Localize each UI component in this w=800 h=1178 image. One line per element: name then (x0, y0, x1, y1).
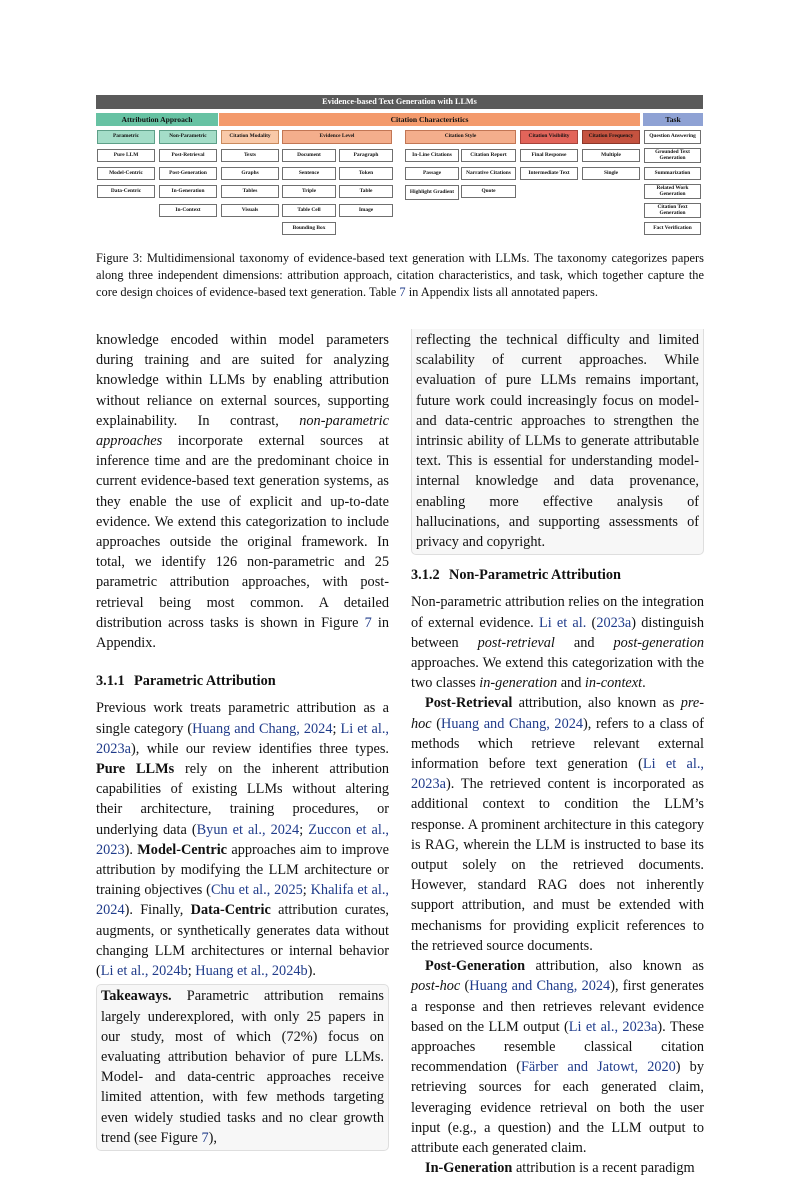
evidence-level-item: Triple (282, 185, 336, 198)
citation-link[interactable]: Huang and Chang, 2024 (469, 978, 611, 995)
task-item: Question Answering (644, 130, 701, 144)
citation-modality-item: Tables (221, 185, 279, 198)
parametric-item: Data-Centric (97, 185, 155, 198)
citation-link[interactable]: Khalifa et al., 2024 (96, 882, 390, 919)
evidence-level-item: Image (339, 204, 393, 217)
parametric-item: Model-Centric (97, 167, 155, 180)
citation-style-item: Narrative Citations (461, 167, 516, 180)
nonparametric-category: Non-Parametric (159, 130, 217, 144)
citation-style-item: Quote (461, 185, 516, 198)
task-item: Summarization (644, 167, 701, 180)
paragraph: knowledge encoded within model parameters during training and are suited for analyzing knowledge within LLMs by enabling attribution without reliance on external sources, supporting explainability. In contrast, non-parametric approaches incorporate external sources at inference time and are the predominant choice in current evidence-based text generation systems, as they enable the use of explicit and up-to-date evidence. We extend this categorization to include approaches outside the original framework. In total, we identify 126 non-parametric and 25 parametric attribution approaches, with post-retrieval being most common. A detailed distribution across tasks is shown in Figure 7 in Appendix. (96, 332, 389, 652)
citation-link[interactable]: Li et al., 2023a (411, 756, 705, 793)
evidence-level-item: Bounding Box (282, 222, 336, 235)
citation-frequency-category: Citation Frequency (582, 130, 640, 144)
citation-style-item: In-Line Citations (405, 149, 459, 162)
citation-modality-item: Texts (221, 149, 279, 162)
takeaways-box: Takeaways. Parametric attribution remains largely underexplored, with only 25 papers in our study, most of which (72%) focus on evaluating attribution behavior of pure LLMs. Model- and data-centric approaches receive limited attention, with few methods targeting even widely studied tasks and no clear growth trend (see Figure 7), (96, 984, 389, 1151)
parametric-category: Parametric (97, 130, 155, 144)
citation-link[interactable]: Li et al., 2023a (96, 720, 390, 757)
figure-caption: Figure 3: Multidimensional taxonomy of evidence-based text generation with LLMs. The taxonomy categorizes papers along three independent dimensions: attribution approach, citation characteristics, and task, which together capture the core design choices of evidence-based text generation. Table 7 in Appendix lists all annotated papers. (96, 251, 704, 299)
task-item: Fact Verification (644, 222, 701, 235)
left-column (96, 330, 389, 1151)
citation-link[interactable]: Li et al. (538, 614, 587, 631)
citation-modality-item: Graphs (221, 167, 279, 180)
caption-label: Figure 3: (96, 251, 143, 265)
citation-link[interactable]: 2023a (596, 614, 632, 631)
nonparametric-item: Post-Retrieval (159, 149, 217, 162)
citation-frequency-item: Single (582, 167, 640, 180)
task-item: Citation Text Generation (644, 203, 701, 218)
task-item: Grounded Text Generation (644, 148, 701, 163)
takeaways-box-continued: reflecting the technical difficulty and limited scalability of current approaches. While evaluation of pure LLMs remains important, future work could increasingly focus on model- and data-centric approaches to strengthen the intrinsic ability of LLMs to generate attributable text. This is essential for understanding model-internal knowledge and data provenance, enabling more effective analysis of hallucinations, and supporting assessments of privacy and copyright. (411, 329, 704, 555)
attribution-approach-header: Attribution Approach (96, 113, 218, 126)
paragraph: Non-parametric attribution relies on the integration of external evidence. Li et al. (2023a) distinguish between post-retrieval and post-generation approaches. We extend this categorization with the two classes in-generation and in-context. (411, 594, 704, 692)
citation-characteristics-header: Citation Characteristics (219, 113, 640, 126)
figure-ref-link[interactable]: 7 (364, 614, 372, 631)
paragraph: In-Generation attribution is a recent paradigm (425, 1160, 695, 1177)
figure-ref-link[interactable]: 7 (201, 1129, 209, 1146)
task-header: Task (643, 113, 703, 126)
evidence-level-item: Table Cell (282, 204, 336, 217)
paragraph: Post-Retrieval attribution, also known as pre-hoc (Huang and Chang, 2024), refers to a class of methods which retrieve relevant external information before text generation (Li et al., 2023a). The retrieved content is incorporated as additional context to condition the LLM’s response. A prominent architecture in this category is RAG, wherein the LLM is instructed to base its output solely on the retrieved documents. However, standard RAG does not inherently support attribution, and must be extended with mechanisms for providing explicit references to the retrieved source documents. (411, 695, 705, 954)
evidence-level-item: Document (282, 149, 336, 162)
citation-style-item: Citation Report (461, 149, 516, 162)
nonparametric-item: In-Generation (159, 185, 217, 198)
paragraph: Post-Generation attribution, also known as post-hoc (Huang and Chang, 2024), first generates a response and then retrieves relevant evidence based on the LLM output (Li et al., 2023a). These approaches resemble classical citation recommendation (Färber and Jatowt, 2020) by retrieving sources for each generated claim, leveraging evidence retrieval on both the user input (e.g., a question) and the LLM output to attribute each generated claim. (411, 958, 704, 1156)
table-ref-link[interactable]: 7 (399, 285, 406, 299)
nonparametric-item: Post-Generation (159, 167, 217, 180)
right-column (411, 329, 704, 1178)
section-heading-3-1-2: 3.1.2 Non-Parametric Attribution (411, 567, 621, 584)
citation-style-category: Citation Style (405, 130, 516, 144)
taxonomy-figure (96, 95, 703, 240)
evidence-level-item: Sentence (282, 167, 336, 180)
citation-link[interactable]: Byun et al., 2024 (196, 821, 300, 838)
paragraph: Previous work treats parametric attribution as a single category (Huang and Chang, 2024; Li et al., 2023a), while our review identifies three types. Pure LLMs rely on the inherent attribution capabilities of existing LLMs without altering their architecture, training procedures, or underlying data (Byun et al., 2024; Zuccon et al., 2023). Model-Centric approaches aim to improve attribution by modifying the LLM architecture or training objectives (Chu et al., 2025; Khalifa et al., 2024). Finally, Data-Centric attribution curates, augments, or synthetically generates data without changing LLM architectures or internal behavior (Li et al., 2024b; Huang et al., 2024b). (96, 700, 390, 980)
evidence-level-item: Token (339, 167, 393, 180)
citation-modality-item: Visuals (221, 204, 279, 217)
citation-link[interactable]: Huang et al., 2024b (195, 963, 308, 980)
evidence-level-item: Paragraph (339, 149, 393, 162)
parametric-item: Pure LLM (97, 149, 155, 162)
citation-frequency-item: Multiple (582, 149, 640, 162)
takeaways-label: Takeaways. (101, 988, 172, 1005)
figure-top-header: Evidence-based Text Generation with LLMs (96, 95, 703, 109)
evidence-level-category: Evidence Level (282, 130, 392, 144)
citation-visibility-category: Citation Visibility (520, 130, 578, 144)
citation-link[interactable]: Huang and Chang, 2024 (441, 715, 584, 732)
section-heading-3-1-1: 3.1.1 Parametric Attribution (96, 673, 276, 690)
citation-link[interactable]: Chu et al., 2025 (210, 882, 303, 899)
citation-visibility-item: Intermediate Text (520, 167, 578, 180)
citation-link[interactable]: Li et al., 2024b (100, 963, 188, 980)
citation-link[interactable]: Huang and Chang, 2024 (192, 720, 333, 737)
citation-link[interactable]: Zuccon et al., 2023 (96, 821, 389, 858)
citation-visibility-item: Final Response (520, 149, 578, 162)
citation-style-item: Highlight Gradient (405, 185, 459, 200)
citation-style-item: Passage (405, 167, 459, 180)
citation-modality-category: Citation Modality (221, 130, 279, 144)
nonparametric-item: In-Context (159, 204, 217, 217)
evidence-level-item: Table (339, 185, 393, 198)
citation-link[interactable]: Färber and Jatowt, 2020 (520, 1059, 676, 1076)
citation-link[interactable]: Li et al., 2023a (568, 1018, 658, 1035)
task-item: Related Work Generation (644, 184, 701, 199)
